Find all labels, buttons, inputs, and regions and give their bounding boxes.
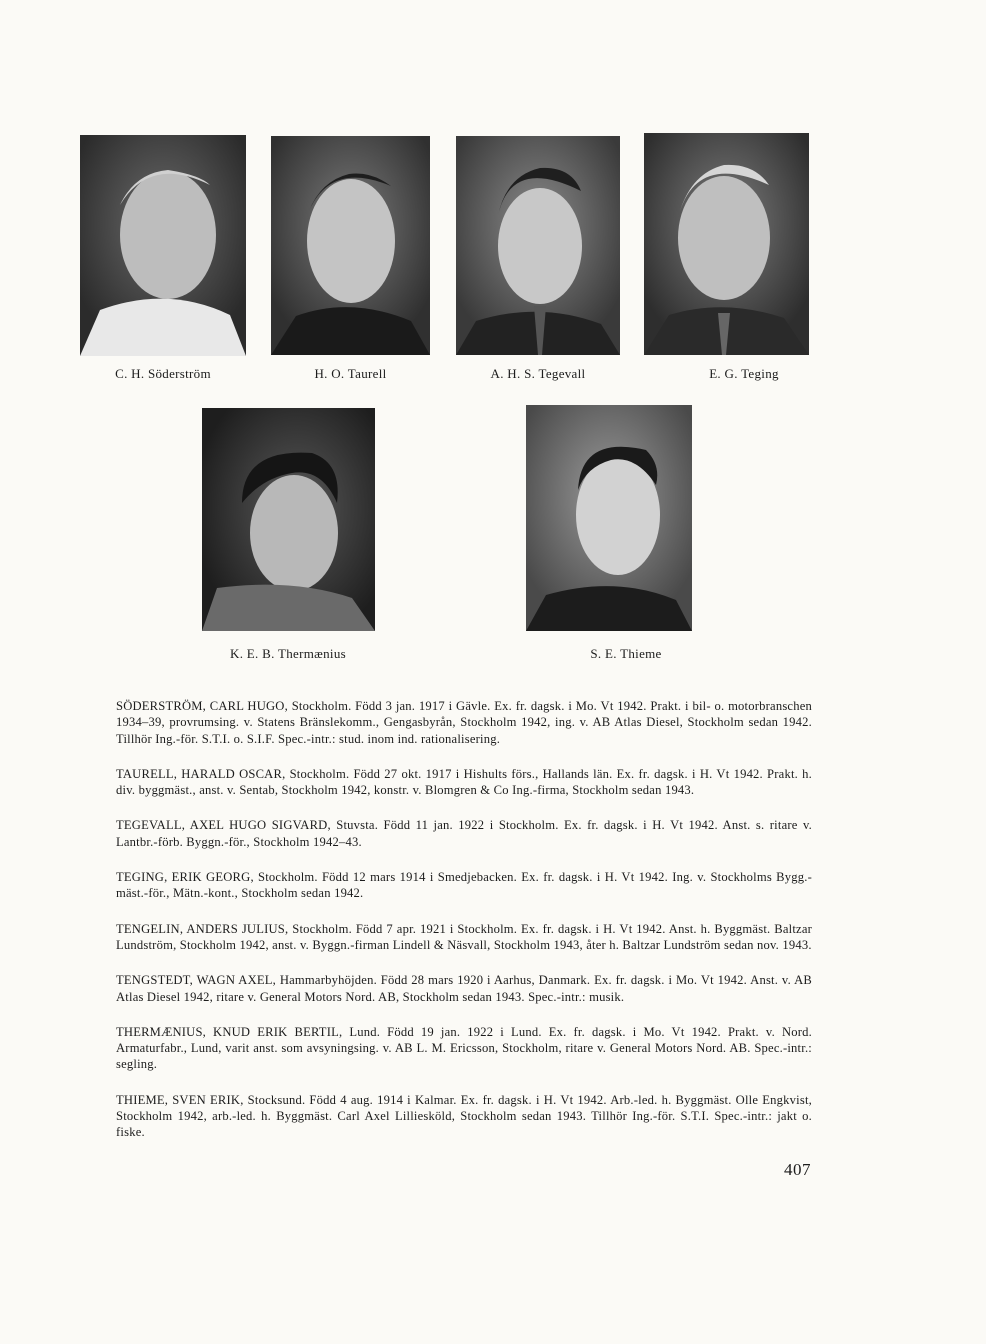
biography-entry-thermaenius: THERMÆNIUS, KNUD ERIK BERTIL, Lund. Född 19 jan. 1922 i Lund. Ex. fr. dagsk. i Mo. Vt 1942. Prakt. v. Nord. Armaturfabr., Lund, varit anst. som avsyningsing. v. AB L. M. Ericsson, Stockholm, ritare v. General Motors Nord. AB. Spec.-intr.: segling. [116,1024,812,1072]
portrait-caption: C. H. Söderström [115,366,211,381]
biography-entry-thieme: THIEME, SVEN ERIK, Stocksund. Född 4 aug. 1914 i Kalmar. Ex. fr. dagsk. i H. Vt 1942. Arb.-led. h. Byggmäst. Olle Engkvist, Stockholm 1942, arb.-led. h. Byggmäst. Carl Axel Lilliesköld, Stockholm sedan 1943. Tillhör Ing.-för. S.T.I. Spec.-intr.: jakt o. fiske. [116,1092,812,1140]
biography-entry-teging: TEGING, ERIK GEORG, Stockholm. Född 12 mars 1914 i Smedjebacken. Ex. fr. dagsk. i H. Vt 1942. Ing. v. Stockholms Bygg.-mäst.-för., Mätn.-kont., Stockholm sedan 1942. [116,870,812,901]
portrait-caption: A. H. S. Tegevall [490,366,586,381]
portrait-photo-thieme [526,405,692,631]
portrait-caption: H. O. Taurell [314,366,387,381]
biography-entry-tengelin: TENGELIN, ANDERS JULIUS, Stockholm. Född 7 apr. 1921 i Stockholm. Ex. fr. dagsk. i H. Vt 1942. Anst. h. Byggmäst. Baltzar Lundström, Stockholm 1942, anst. v. Byggn.-firman Lindell & Näsvall, Stockholm 1943, åter h. Baltzar Lundström sedan nov. 1943. [116,921,812,952]
biography-entry-tengstedt: TENGSTEDT, WAGN AXEL, Hammarbyhöjden. Född 28 mars 1920 i Aarhus, Danmark. Ex. fr. dagsk. i Mo. Vt 1942. Anst. v. AB Atlas Diesel 1942, ritare v. General Motors Nord. AB, Stockholm sedan 1943. Spec.-intr.: musik. [116,973,812,1004]
biography-entry-tegevall: TEGEVALL, AXEL HUGO SIGVARD, Stuvsta. Född 11 jan. 1922 i Stockholm. Ex. fr. dagsk. i H. Vt 1942. Anst. s. ritare v. Lantbr.-förb. Byggn.-för., Stockholm 1942–43. [116,818,812,849]
portrait-photo-thermaenius [202,408,375,631]
page-number: 407 [784,1160,811,1179]
biography-entry-soderstrom: SÖDERSTRÖM, CARL HUGO, Stockholm. Född 3 jan. 1917 i Gävle. Ex. fr. dagsk. i Mo. Vt 1942. Prakt. i bil- o. motorbranschen 1934–39, provrumsing. v. Statens Bränslekomm., Gengasbyrån, Stockholm 1942, ing. v. AB Atlas Diesel, Stockholm sedan 1942. Tillhör Ing.-för. S.T.I. o. S.I.F. Spec.-intr.: stud. inom ind. rationalisering. [116,699,812,746]
portrait-photo-taurell [271,136,430,355]
portrait-photo-tegevall [456,136,620,355]
biography-list [116,698,812,1160]
portrait-caption: S. E. Thieme [590,646,662,661]
portrait-photo-teging [644,133,809,355]
portrait-caption: K. E. B. Thermænius [230,646,346,661]
biography-entry-taurell: TAURELL, HARALD OSCAR, Stockholm. Född 27 okt. 1917 i Hishults förs., Hallands län. Ex. fr. dagsk. i H. Vt 1942. Prakt. h. div. byggmäst., anst. v. Sentab, Stockholm 1942, konstr. v. Blomgren & Co Ing.-firma, Stockholm sedan 1943. [116,766,812,798]
portrait-caption: E. G. Teging [709,366,779,381]
portrait-photo-soderstrom [80,135,246,356]
